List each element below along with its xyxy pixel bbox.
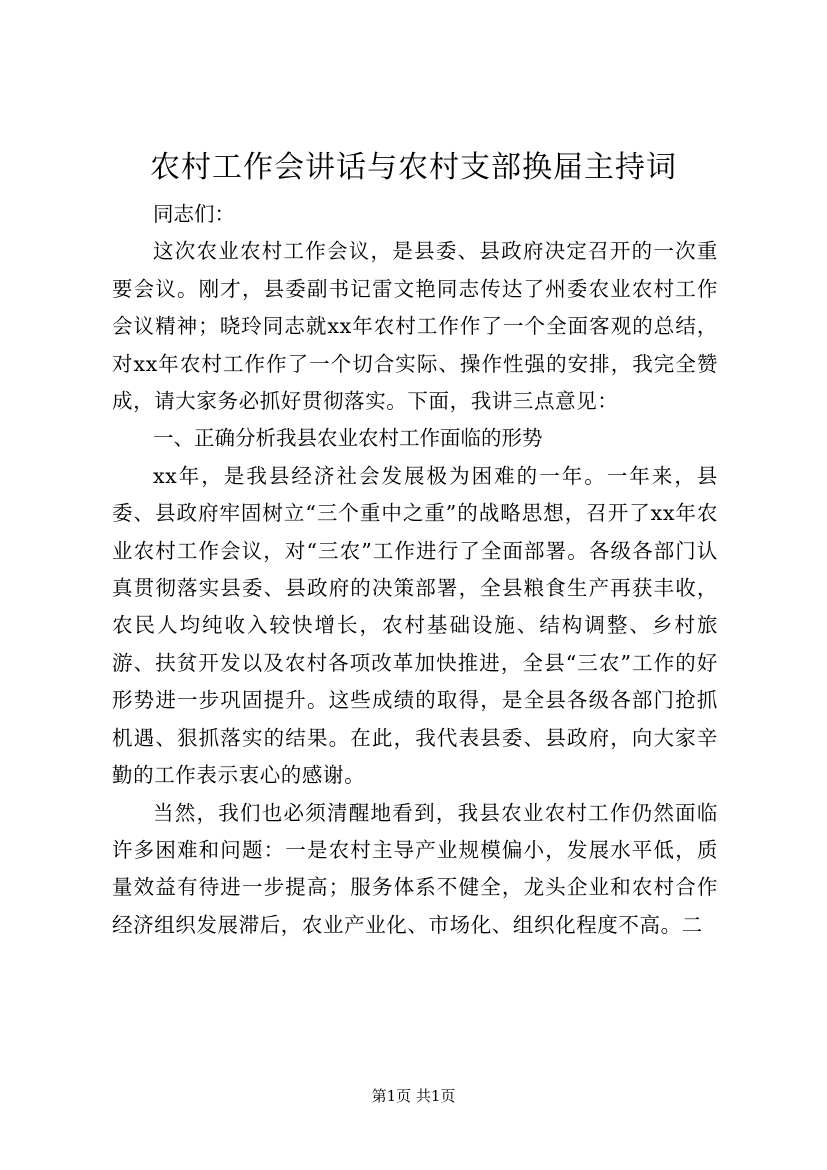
document-title: 农村工作会讲话与农村支部换届主持词 bbox=[150, 150, 677, 185]
paragraph-problems: 当然，我们也必须清醒地看到，我县农业农村工作仍然面临许多困难和问题：一是农村主导产业规模偏小，发展水平低，质量效益有待进一步提高；服务体系不健全，龙头企业和农村合作经济组织发展滞后，农业产业化、市场化、组织化程度不高。二 bbox=[112, 800, 718, 937]
paragraph-achievements: xx年，是我县经济社会发展极为困难的一年。一年来，县委、县政府牢固树立“三个重中之重”的战略思想，召开了xx年农业农村工作会议，对“三农”工作进行了全面部署。各级各部门认真贯彻落实县委、县政府的决策部署，全县粮食生产再获丰收，农民人均纯收入较快增长，农村基础设施、结构调整、乡村旅游、扶贫开发以及农村各项改革加快推进，全县“三农”工作的好形势进一步巩固提升。这些成绩的取得，是全县各级各部门抢抓机遇、狠抓落实的结果。在此，我代表县委、县政府，向大家辛勤的工作表示衷心的感谢。 bbox=[112, 463, 718, 788]
page-number-footer: 第1页 共1页 bbox=[371, 1087, 456, 1105]
document-body bbox=[112, 196, 718, 944]
section-heading: 一、正确分析我县农业农村工作面临的形势 bbox=[153, 426, 543, 451]
paragraph-opening: 这次农业农村工作会议，是县委、县政府决定召开的一次重要会议。刚才，县委副书记雷文艳同志传达了州委农业农村工作会议精神；晓玲同志就xx年农村工作作了一个全面客观的总结，对xx年农村工作作了一个切合实际、操作性强的安排，我完全赞成，请大家务必抓好贯彻落实。下面，我讲三点意见： bbox=[112, 239, 718, 414]
salutation: 同志们： bbox=[153, 202, 235, 226]
